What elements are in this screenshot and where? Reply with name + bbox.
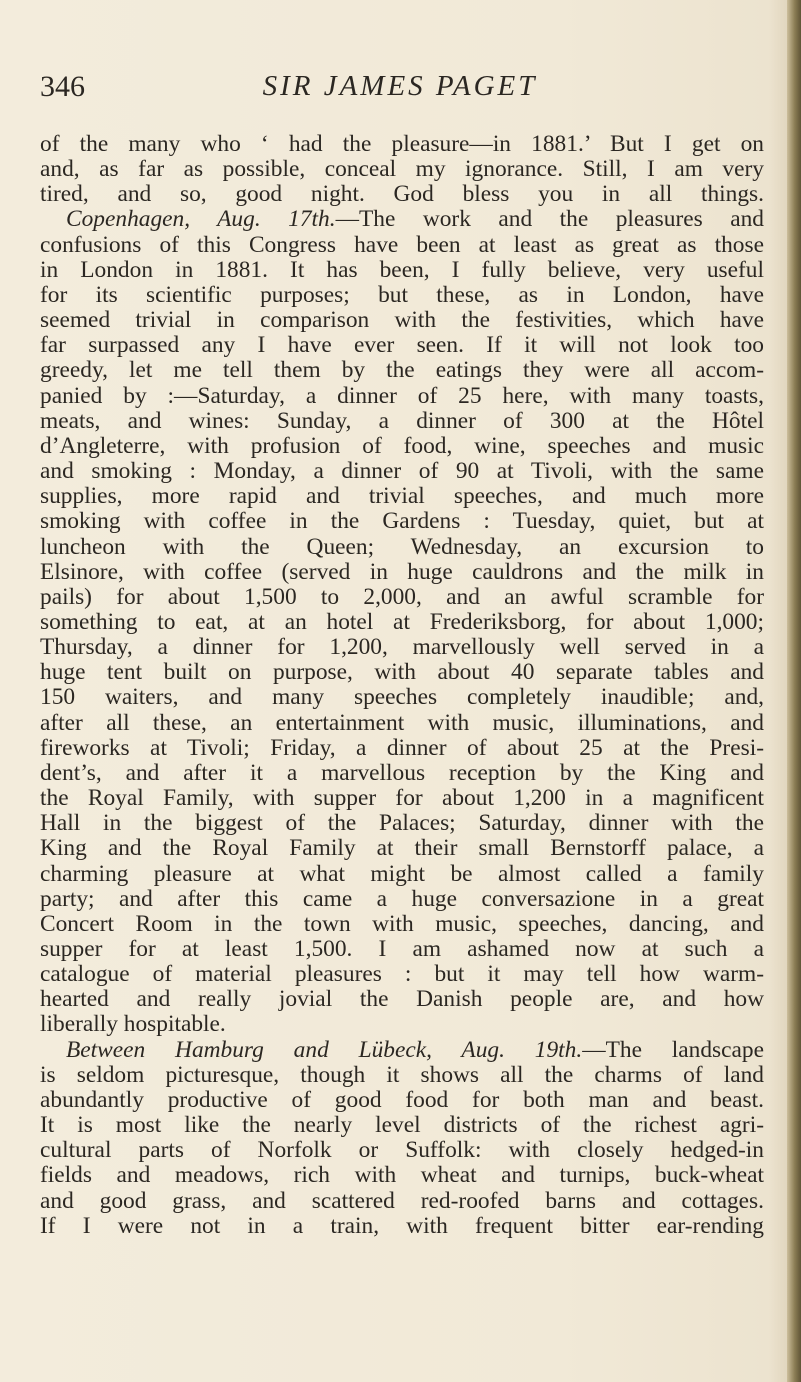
- text-line: [40, 1038, 764, 1063]
- line-text: —The landscape: [582, 1036, 765, 1063]
- text-line: [40, 484, 764, 509]
- line-text: for its scientific purposes; but these, as in London, have: [40, 281, 764, 308]
- text-line: [40, 1163, 764, 1188]
- text-line: [40, 560, 764, 585]
- line-text: confusions of this Congress have been at least as great as those: [40, 231, 764, 258]
- running-title: SIR JAMES PAGET: [262, 70, 538, 102]
- text-line: [40, 862, 764, 887]
- text-line: [40, 1063, 764, 1088]
- line-text: charming pleasure at what might be almost called a family: [40, 860, 764, 887]
- line-text: of the many who ‘ had the pleasure—in 1881.’ But I get on: [40, 131, 764, 157]
- text-line: [40, 384, 764, 409]
- line-text: something to eat, at an hotel at Frederiksborg, for about 1,000;: [40, 608, 764, 635]
- line-text: greedy, let me tell them by the eatings they were all accom-: [40, 357, 764, 384]
- line-text: and smoking : Monday, a dinner of 90 at Tivoli, with the same: [40, 458, 764, 485]
- text-line: [40, 358, 764, 383]
- text-line: [40, 308, 764, 333]
- line-text: party; and after this came a huge conversazione in a great: [40, 885, 764, 912]
- text-line: [40, 660, 764, 685]
- line-text: dent’s, and after it a marvellous reception by the King and: [40, 759, 764, 786]
- body-text: [40, 132, 764, 1239]
- text-line: [40, 836, 764, 861]
- text-line: [40, 157, 764, 182]
- line-text: Concert Room in the town with music, speeches, dancing, and: [40, 910, 764, 937]
- text-line: [40, 685, 764, 710]
- line-text: supper for at least 1,500. I am ashamed now at such a: [40, 936, 764, 962]
- line-text: King and the Royal Family at their small Bernstorff palace, a: [40, 835, 764, 862]
- text-line: [40, 635, 764, 660]
- text-line: [40, 585, 764, 610]
- text-line: [40, 937, 764, 962]
- line-text: Elsinore, with coffee (served in huge cauldrons and the milk in: [40, 558, 764, 585]
- line-text: liberally hospitable.: [40, 1011, 226, 1038]
- dateline: Between Hamburg and Lübeck, Aug. 19th.: [66, 1036, 583, 1063]
- text-line: [40, 409, 764, 434]
- text-line: [40, 434, 764, 459]
- line-text: hearted and really jovial the Danish people are, and how: [40, 986, 764, 1013]
- line-text: catalogue of material pleasures : but it may tell how warm-: [40, 961, 764, 988]
- text-line: [40, 509, 764, 534]
- text-line: [40, 132, 764, 157]
- line-text: seemed trivial in comparison with the festivities, which have: [40, 307, 764, 334]
- line-text: cultural parts of Norfolk or Suffolk: with closely hedged-in: [40, 1137, 764, 1164]
- line-text: meats, and wines: Sunday, a dinner of 300 at the Hôtel: [40, 407, 764, 434]
- text-line: [40, 1189, 764, 1214]
- text-line: [40, 887, 764, 912]
- text-line: [40, 987, 764, 1012]
- line-text: smoking with coffee in the Gardens : Tuesday, quiet, but at: [40, 508, 764, 535]
- dateline: Copenhagen, Aug. 17th.: [66, 206, 336, 233]
- page-number: 346: [40, 70, 85, 103]
- line-text: tired, and so, good night. God bless you in all things.: [40, 181, 764, 208]
- text-line: [40, 811, 764, 836]
- text-line: [40, 1088, 764, 1113]
- text-line: [40, 333, 764, 358]
- text-line: [40, 711, 764, 736]
- text-line: [40, 535, 764, 560]
- text-line: [40, 182, 764, 207]
- line-text: is seldom picturesque, though it shows all the charms of land: [40, 1061, 764, 1088]
- line-text: panied by :—Saturday, a dinner of 25 here, with many toasts,: [40, 382, 764, 409]
- line-text: If I were not in a train, with frequent bitter ear-rending: [40, 1212, 764, 1239]
- line-text: far surpassed any I have ever seen. If it will not look too: [40, 332, 764, 359]
- page-edge: [787, 0, 801, 1382]
- line-text: 150 waiters, and many speeches completely inaudible; and,: [40, 684, 764, 711]
- text-line: [40, 1113, 764, 1138]
- line-text: Hall in the biggest of the Palaces; Saturday, dinner with the: [40, 810, 764, 837]
- line-text: Thursday, a dinner for 1,200, marvellously well served in a: [40, 634, 764, 661]
- text-line: [40, 207, 764, 232]
- line-text: supplies, more rapid and trivial speeches, and much more: [40, 483, 764, 510]
- text-line: [40, 459, 764, 484]
- line-text: fireworks at Tivoli; Friday, a dinner of about 25 at the Presi-: [40, 734, 764, 761]
- line-text: in London in 1881. It has been, I fully believe, very useful: [40, 256, 764, 283]
- text-line: [40, 233, 764, 258]
- text-line: [40, 912, 764, 937]
- page-header: [40, 70, 760, 110]
- text-line: [40, 258, 764, 283]
- text-line: [40, 1138, 764, 1163]
- line-text: and, as far as possible, conceal my ignorance. Still, I am very: [40, 156, 764, 183]
- line-text: the Royal Family, with supper for about 1,200 in a magnificent: [40, 785, 764, 812]
- line-text: —The work and the pleasures and: [335, 206, 765, 233]
- line-text: fields and meadows, rich with wheat and turnips, buck-wheat: [40, 1162, 764, 1189]
- text-line: [40, 610, 764, 635]
- text-line: [40, 761, 764, 786]
- line-text: and good grass, and scattered red-roofed barns and cottages.: [40, 1187, 764, 1214]
- text-line: [40, 736, 764, 761]
- line-text: abundantly productive of good food for both man and beast.: [40, 1086, 764, 1113]
- text-line: [40, 962, 764, 987]
- text-line: [40, 786, 764, 811]
- text-line: [40, 1012, 764, 1037]
- line-text: pails) for about 1,500 to 2,000, and an awful scramble for: [40, 583, 764, 610]
- text-line: [40, 283, 764, 308]
- text-line: [40, 1214, 764, 1239]
- line-text: huge tent built on purpose, with about 40 separate tables and: [40, 659, 764, 686]
- line-text: after all these, an entertainment with music, illuminations, and: [40, 709, 764, 736]
- line-text: luncheon with the Queen; Wednesday, an excursion to: [40, 533, 764, 560]
- line-text: d’Angleterre, with profusion of food, wine, speeches and music: [40, 432, 764, 459]
- line-text: It is most like the nearly level districts of the richest agri-: [40, 1112, 764, 1139]
